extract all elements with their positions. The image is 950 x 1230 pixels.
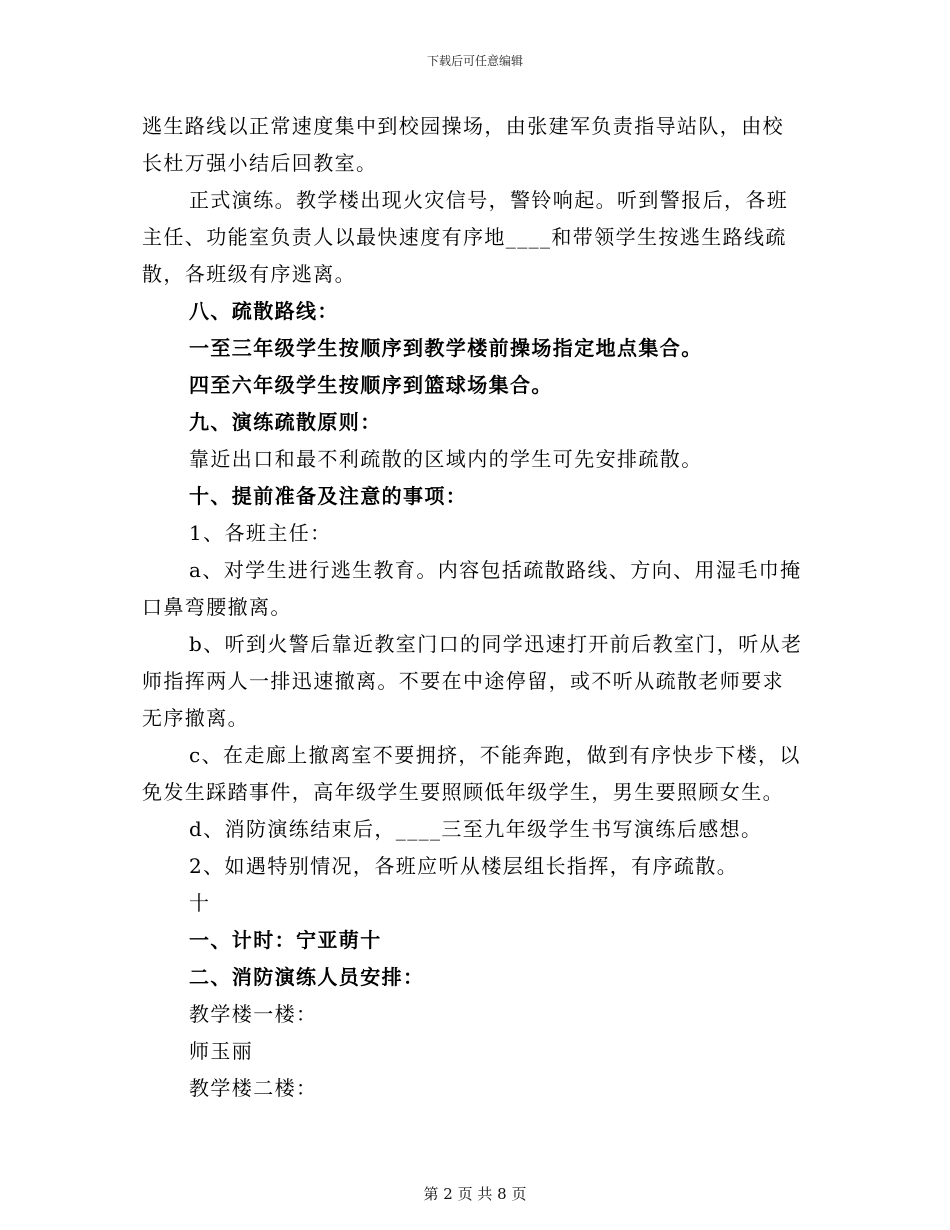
- text-line: a、对学生进行逃生教育。内容包括疏散路线、方向、用湿毛巾掩: [189, 558, 802, 582]
- text-line: 长杜万强小结后回教室。: [142, 151, 378, 175]
- text-line: 师玉丽: [189, 1039, 254, 1063]
- text-line: 正式演练。教学楼出现火灾信号，警铃响起。听到警报后，各班: [189, 188, 789, 212]
- page-header: 下载后可任意编辑: [426, 54, 523, 68]
- document-body: [142, 108, 812, 1107]
- text-line: c、在走廊上撤离室不要拥挤，不能奔跑，做到有序快步下楼，以: [189, 743, 801, 767]
- text-line: d、消防演练结束后，____三至九年级学生书写演练后感想。: [189, 817, 763, 841]
- page-footer: 第 2 页 共 8 页: [423, 1185, 527, 1203]
- text-line: 十: [189, 891, 211, 915]
- text-line: 一至三年级学生按顺序到教学楼前操场指定地点集合。: [189, 336, 703, 360]
- text-line: 逃生路线以正常速度集中到校园操场，由张建军负责指导站队，由校: [142, 114, 784, 138]
- text-line: 师指挥两人一排迅速撤离。不要在中途停留，或不听从疏散老师要求: [142, 669, 784, 693]
- text-line: b、听到火警后靠近教室门口的同学迅速打开前后教室门，听从老: [189, 632, 803, 656]
- text-line: 教学楼一楼：: [189, 1002, 318, 1026]
- text-line: 教学楼二楼：: [189, 1076, 318, 1100]
- text-line: 四至六年级学生按顺序到篮球场集合。: [189, 373, 553, 397]
- text-line: 十、提前准备及注意的事项：: [189, 484, 468, 508]
- text-line: 主任、功能室负责人以最快速度有序地____和带领学生按逃生路线疏: [142, 225, 787, 249]
- text-line: 2、如遇特别情况，各班应听从楼层组长指挥，有序疏散。: [189, 854, 739, 878]
- text-line: 九、演练疏散原则：: [189, 410, 382, 434]
- text-line: 1、各班主任：: [189, 521, 332, 545]
- text-line: 散，各班级有序逃离。: [142, 262, 356, 286]
- text-line: 无序撤离。: [142, 706, 249, 730]
- text-line: 口鼻弯腰撤离。: [142, 595, 292, 619]
- text-line: 一、计时：宁亚萌十: [189, 928, 382, 952]
- text-line: 免发生踩踏事件，高年级学生要照顾低年级学生，男生要照顾女生。: [142, 780, 784, 804]
- text-line: 靠近出口和最不利疏散的区域内的学生可先安排疏散。: [189, 447, 703, 471]
- text-line: 二、消防演练人员安排：: [189, 965, 425, 989]
- text-line: 八、疏散路线：: [189, 299, 339, 323]
